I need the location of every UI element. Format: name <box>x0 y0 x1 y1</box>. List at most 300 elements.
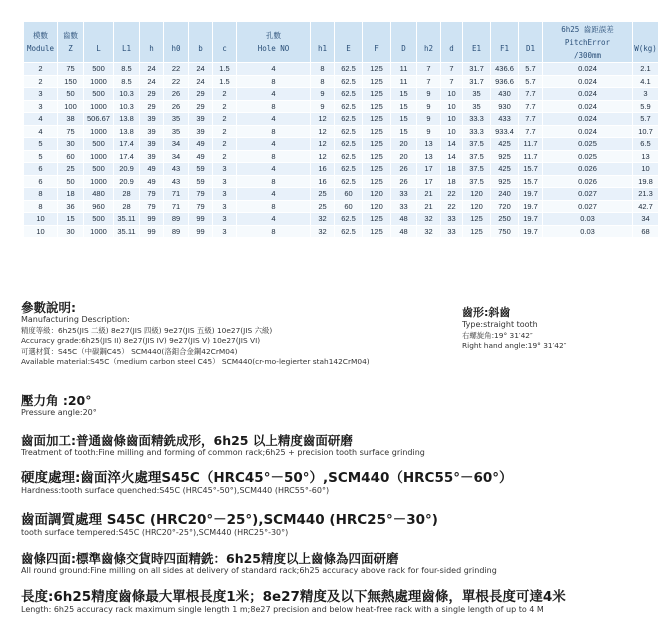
table-cell: 21 <box>417 188 441 201</box>
table-cell: 62.5 <box>335 125 363 138</box>
table-cell: 20 <box>391 150 417 163</box>
table-cell: 11.7 <box>519 138 543 151</box>
table-cell: 62.5 <box>335 163 363 176</box>
pressure-angle-en: Pressure angle:20° <box>21 408 97 417</box>
table-cell: 62.5 <box>335 63 363 76</box>
table-row <box>24 175 659 188</box>
table-cell: 8 <box>311 75 335 88</box>
table-row <box>24 63 659 76</box>
table-cell: 125 <box>363 175 391 188</box>
column-header <box>58 22 84 63</box>
column-header <box>519 22 543 63</box>
column-header <box>363 22 391 63</box>
table-cell: 62.5 <box>335 113 363 126</box>
table-cell: 13 <box>417 150 441 163</box>
table-cell: 33.3 <box>463 113 491 126</box>
column-header-text: 模數 <box>33 31 48 40</box>
table-cell: 500 <box>84 138 114 151</box>
table-cell: 6.5 <box>633 138 659 151</box>
table-cell: 43 <box>164 163 189 176</box>
table-cell: 500 <box>84 63 114 76</box>
table-cell: 25 <box>311 200 335 213</box>
table-cell: 4 <box>237 63 311 76</box>
table-cell: 425 <box>491 138 519 151</box>
table-cell: 15 <box>391 125 417 138</box>
table-cell: 62.5 <box>335 100 363 113</box>
table-cell: 99 <box>140 213 164 226</box>
table-cell: 15.7 <box>519 175 543 188</box>
table-cell: 9 <box>417 100 441 113</box>
table-cell: 29 <box>140 88 164 101</box>
table-cell: 17.4 <box>114 150 140 163</box>
table-cell: 25 <box>58 163 84 176</box>
table-cell: 1.5 <box>213 75 237 88</box>
table-cell: 13.8 <box>114 113 140 126</box>
table-cell: 1000 <box>84 175 114 188</box>
table-cell: 10 <box>24 225 58 238</box>
column-header <box>24 22 58 63</box>
table-cell: 9 <box>311 100 335 113</box>
table-cell: 4 <box>237 163 311 176</box>
table-cell: 120 <box>463 200 491 213</box>
table-cell: 15 <box>391 88 417 101</box>
table-cell: 0.024 <box>543 63 633 76</box>
table-cell: 14 <box>441 138 463 151</box>
table-cell: 34 <box>633 213 659 226</box>
table-cell: 0.026 <box>543 175 633 188</box>
column-header-text: W(kg) <box>634 44 657 53</box>
table-cell: 0.03 <box>543 213 633 226</box>
table-cell: 125 <box>363 225 391 238</box>
hardness-en: Hardness:tooth surface quenched:S45C (HRC45°-50°),SCM440 (HRC55°-60°) <box>21 486 330 495</box>
table-cell: 1000 <box>84 100 114 113</box>
table-cell: 10 <box>24 213 58 226</box>
table-cell: 8 <box>24 188 58 201</box>
table-cell: 12 <box>311 138 335 151</box>
column-header <box>311 22 335 63</box>
table-cell: 3 <box>213 213 237 226</box>
table-cell: 14 <box>441 150 463 163</box>
pressure-angle-block <box>21 393 97 419</box>
column-header-text: h <box>149 44 154 53</box>
table-cell: 125 <box>363 163 391 176</box>
table-cell: 20.9 <box>114 175 140 188</box>
table-cell: 35 <box>463 88 491 101</box>
table-cell: 49 <box>189 138 213 151</box>
table-cell: 10.3 <box>114 100 140 113</box>
column-header <box>335 22 363 63</box>
table-cell: 17 <box>417 175 441 188</box>
table-cell: 4 <box>237 113 311 126</box>
tempering-block <box>21 513 438 539</box>
table-cell: 6 <box>24 175 58 188</box>
table-cell: 32 <box>311 225 335 238</box>
table-cell: 425 <box>491 163 519 176</box>
table-cell: 79 <box>189 188 213 201</box>
table-cell: 30 <box>58 138 84 151</box>
table-cell: 2 <box>213 113 237 126</box>
table-cell: 7.7 <box>519 125 543 138</box>
table-cell: 33 <box>391 188 417 201</box>
table-cell: 3 <box>213 163 237 176</box>
column-header-text: c <box>222 44 227 53</box>
params-title: 參數說明: <box>21 300 76 315</box>
table-cell: 4 <box>237 213 311 226</box>
table-cell: 8 <box>311 63 335 76</box>
table-cell: 7.7 <box>519 113 543 126</box>
table-cell: 930 <box>491 100 519 113</box>
table-cell: 24 <box>140 63 164 76</box>
table-cell: 59 <box>189 163 213 176</box>
grinding-en: All round ground:Fine milling on all sides at delivery of standard rack;6h25 accuracy above rack for four-sided grinding <box>21 566 497 575</box>
material-cn: 可選材質：S45C（中碳鋼C45） SCM440(洛鉬合金鋼42CrM04) <box>21 346 238 356</box>
column-header-text: E <box>346 44 351 53</box>
table-cell: 19.7 <box>519 200 543 213</box>
table-row <box>24 125 659 138</box>
table-row <box>24 225 659 238</box>
treatment-en: Treatment of tooth:Fine milling and forming of common rack;6h25 + precision tooth surface grinding <box>21 448 425 457</box>
table-cell: 17 <box>417 163 441 176</box>
column-header <box>633 22 659 63</box>
table-cell: 60 <box>335 188 363 201</box>
column-header-text: L <box>96 44 101 53</box>
table-cell: 0.024 <box>543 75 633 88</box>
table-cell: 933.4 <box>491 125 519 138</box>
table-cell: 21.3 <box>633 188 659 201</box>
table-cell: 5 <box>24 138 58 151</box>
table-cell: 75 <box>58 63 84 76</box>
table-cell: 99 <box>189 213 213 226</box>
table-cell: 43 <box>164 175 189 188</box>
length-title: 長度:6h25精度齒條最大單根長度1米；8e27精度及以下無熱處理齒條，單根長度可達4米 <box>21 589 566 605</box>
spec-table <box>23 21 659 238</box>
table-cell: 49 <box>140 163 164 176</box>
table-cell: 960 <box>84 200 114 213</box>
table-cell: 8 <box>237 125 311 138</box>
table-cell: 5.7 <box>519 63 543 76</box>
column-header <box>237 22 311 63</box>
column-header-text: h2 <box>423 44 434 53</box>
table-cell: 30 <box>58 225 84 238</box>
params-subtitle: Manufacturing Description: <box>21 315 130 324</box>
column-header <box>391 22 417 63</box>
table-cell: 10 <box>441 113 463 126</box>
table-cell: 19.7 <box>519 225 543 238</box>
table-cell: 48 <box>391 225 417 238</box>
column-header-text: Hole NO <box>257 44 290 53</box>
table-cell: 11 <box>391 63 417 76</box>
table-cell: 120 <box>363 200 391 213</box>
table-cell: 79 <box>189 200 213 213</box>
table-cell: 2 <box>24 63 58 76</box>
table-cell: 39 <box>140 138 164 151</box>
table-cell: 10 <box>441 100 463 113</box>
table-cell: 32 <box>417 225 441 238</box>
table-cell: 29 <box>189 100 213 113</box>
table-cell: 10 <box>633 163 659 176</box>
table-cell: 19.7 <box>519 213 543 226</box>
table-cell: 3 <box>213 200 237 213</box>
table-cell: 4 <box>237 88 311 101</box>
table-cell: 32 <box>311 213 335 226</box>
table-cell: 720 <box>491 200 519 213</box>
table-header-row <box>24 22 659 63</box>
table-cell: 0.025 <box>543 150 633 163</box>
column-header <box>213 22 237 63</box>
table-cell: 35 <box>164 125 189 138</box>
table-cell: 24 <box>140 75 164 88</box>
table-cell: 8.5 <box>114 63 140 76</box>
table-cell: 50 <box>58 175 84 188</box>
table-cell: 436.6 <box>491 63 519 76</box>
table-cell: 0.025 <box>543 138 633 151</box>
column-header-text: Z <box>68 44 73 53</box>
table-cell: 4 <box>237 138 311 151</box>
table-row <box>24 150 659 163</box>
table-cell: 29 <box>189 88 213 101</box>
table-cell: 16 <box>311 163 335 176</box>
table-cell: 6 <box>24 163 58 176</box>
table-cell: 1000 <box>84 75 114 88</box>
table-cell: 39 <box>140 150 164 163</box>
table-cell: 1000 <box>84 125 114 138</box>
table-row <box>24 113 659 126</box>
column-header-text: d <box>449 44 454 53</box>
table-cell: 500 <box>84 163 114 176</box>
column-header-text: PitchError <box>564 37 611 47</box>
table-cell: 0.027 <box>543 188 633 201</box>
table-cell: 4.1 <box>633 75 659 88</box>
table-cell: 0.024 <box>543 100 633 113</box>
table-cell: 7 <box>441 63 463 76</box>
table-cell: 37.5 <box>463 175 491 188</box>
table-cell: 500 <box>84 213 114 226</box>
column-header <box>140 22 164 63</box>
table-cell: 9 <box>417 125 441 138</box>
table-cell: 37.5 <box>463 150 491 163</box>
table-cell: 1000 <box>84 150 114 163</box>
table-cell: 125 <box>363 138 391 151</box>
table-cell: 125 <box>463 225 491 238</box>
column-header-text: F1 <box>499 44 510 53</box>
table-cell: 60 <box>58 150 84 163</box>
table-cell: 430 <box>491 88 519 101</box>
table-cell: 18 <box>441 163 463 176</box>
table-cell: 22 <box>164 63 189 76</box>
column-header <box>84 22 114 63</box>
table-cell: 17.4 <box>114 138 140 151</box>
table-cell: 42.7 <box>633 200 659 213</box>
table-cell: 24 <box>189 63 213 76</box>
table-cell: 10.3 <box>114 88 140 101</box>
table-cell: 60 <box>335 200 363 213</box>
table-cell: 22 <box>441 188 463 201</box>
table-cell: 18 <box>441 175 463 188</box>
table-cell: 99 <box>189 225 213 238</box>
table-cell: 125 <box>363 100 391 113</box>
column-header-text: E1 <box>471 44 482 53</box>
table-cell: 38 <box>58 113 84 126</box>
table-cell: 89 <box>164 213 189 226</box>
table-cell: 125 <box>363 150 391 163</box>
table-cell: 24 <box>189 75 213 88</box>
table-row <box>24 138 659 151</box>
table-cell: 13 <box>417 138 441 151</box>
table-cell: 35.11 <box>114 213 140 226</box>
parameter-description <box>21 300 441 368</box>
column-header-text: /300mm <box>573 50 602 60</box>
table-cell: 89 <box>164 225 189 238</box>
table-cell: 120 <box>463 188 491 201</box>
table-cell: 62.5 <box>335 213 363 226</box>
table-cell: 26 <box>164 100 189 113</box>
table-cell: 22 <box>441 200 463 213</box>
column-header <box>441 22 463 63</box>
table-cell: 8 <box>237 175 311 188</box>
table-cell: 10 <box>441 125 463 138</box>
table-cell: 3 <box>633 88 659 101</box>
accuracy-grade-cn: 精度等級：6h25(JIS 二級) 8e27(JIS 四級) 9e27(JIS 五級) 10e27(JIS 六級) <box>21 325 273 335</box>
table-cell: 48 <box>391 213 417 226</box>
table-cell: 433 <box>491 113 519 126</box>
table-cell: 37.5 <box>463 163 491 176</box>
table-cell: 37.5 <box>463 138 491 151</box>
table-cell: 26 <box>391 175 417 188</box>
tempering-en: tooth surface tempered:S45C (HRC20°-25°),SCM440 (HRC25°-30°) <box>21 528 289 537</box>
column-header-text: 6h25 齒距誤差 <box>561 24 614 34</box>
column-header <box>491 22 519 63</box>
table-cell: 13 <box>633 150 659 163</box>
table-cell: 26 <box>164 88 189 101</box>
table-cell: 925 <box>491 175 519 188</box>
table-cell: 35.11 <box>114 225 140 238</box>
table-cell: 7 <box>417 75 441 88</box>
table-cell: 32 <box>417 213 441 226</box>
table-cell: 2 <box>213 100 237 113</box>
table-cell: 62.5 <box>335 150 363 163</box>
table-cell: 13.8 <box>114 125 140 138</box>
table-cell: 39 <box>189 125 213 138</box>
table-body <box>24 63 659 238</box>
table-cell: 12 <box>311 150 335 163</box>
table-cell: 11 <box>391 75 417 88</box>
table-cell: 21 <box>417 200 441 213</box>
table-cell: 26 <box>391 163 417 176</box>
table-cell: 9 <box>417 113 441 126</box>
table-row <box>24 163 659 176</box>
column-header <box>417 22 441 63</box>
table-cell: 34 <box>164 138 189 151</box>
table-cell: 8 <box>24 200 58 213</box>
table-cell: 0.024 <box>543 88 633 101</box>
table-cell: 480 <box>84 188 114 201</box>
column-header-text: Module <box>26 44 55 53</box>
table-cell: 1000 <box>84 225 114 238</box>
table-row <box>24 188 659 201</box>
table-cell: 4 <box>24 125 58 138</box>
table-cell: 3 <box>213 175 237 188</box>
table-cell: 25 <box>311 188 335 201</box>
table-cell: 0.024 <box>543 113 633 126</box>
table-cell: 20.9 <box>114 163 140 176</box>
hardness-title: 硬度處理:齒面淬火處理S45C（HRC45°－50°）,SCM440（HRC55°－60°） <box>21 470 513 486</box>
table-cell: 19.8 <box>633 175 659 188</box>
table-cell: 71 <box>164 200 189 213</box>
table-row <box>24 88 659 101</box>
table-cell: 12 <box>311 113 335 126</box>
table-cell: 68 <box>633 225 659 238</box>
table-cell: 125 <box>363 213 391 226</box>
column-header-text: h1 <box>317 44 328 53</box>
table-cell: 8 <box>237 100 311 113</box>
table-cell: 75 <box>58 125 84 138</box>
tempering-title: 齒面調質處理 S45C (HRC20°－25°),SCM440 (HRC25°－30°) <box>21 512 438 528</box>
column-header-text: h0 <box>171 44 181 53</box>
table-cell: 62.5 <box>335 88 363 101</box>
table-cell: 33 <box>441 225 463 238</box>
table-cell: 2 <box>213 138 237 151</box>
treatment-block <box>21 433 425 459</box>
table-cell: 8 <box>237 150 311 163</box>
table-cell: 19.7 <box>519 188 543 201</box>
table-cell: 50 <box>58 88 84 101</box>
table-cell: 31.7 <box>463 75 491 88</box>
table-cell: 79 <box>140 188 164 201</box>
table-cell: 2 <box>213 125 237 138</box>
table-cell: 925 <box>491 150 519 163</box>
table-cell: 8 <box>237 75 311 88</box>
table-cell: 15 <box>391 113 417 126</box>
table-cell: 79 <box>140 200 164 213</box>
table-cell: 71 <box>164 188 189 201</box>
table-cell: 7.7 <box>519 88 543 101</box>
table-cell: 5 <box>24 150 58 163</box>
table-row <box>24 213 659 226</box>
table-cell: 2.1 <box>633 63 659 76</box>
tooth-type-block <box>462 305 662 352</box>
table-cell: 9 <box>417 88 441 101</box>
table-cell: 0.027 <box>543 200 633 213</box>
table-cell: 10.7 <box>633 125 659 138</box>
table-cell: 500 <box>84 88 114 101</box>
column-header <box>463 22 491 63</box>
table-row <box>24 100 659 113</box>
table-cell: 0.026 <box>543 163 633 176</box>
table-cell: 18 <box>58 188 84 201</box>
table-cell: 3 <box>24 100 58 113</box>
table-cell: 39 <box>140 113 164 126</box>
pressure-angle-title: 壓力角 :20° <box>21 393 92 408</box>
table-cell: 35 <box>164 113 189 126</box>
table-cell: 7 <box>441 75 463 88</box>
table-cell: 7 <box>417 63 441 76</box>
table-cell: 125 <box>363 125 391 138</box>
table-cell: 125 <box>363 75 391 88</box>
column-header <box>189 22 213 63</box>
table-row <box>24 200 659 213</box>
table-cell: 5.7 <box>519 75 543 88</box>
length-block <box>21 590 566 616</box>
table-cell: 62.5 <box>335 75 363 88</box>
table-cell: 5.7 <box>633 113 659 126</box>
table-cell: 2 <box>213 150 237 163</box>
table-cell: 33 <box>391 200 417 213</box>
column-header <box>114 22 140 63</box>
table-cell: 2 <box>213 88 237 101</box>
table-cell: 125 <box>463 213 491 226</box>
column-header-text: F <box>374 44 379 53</box>
table-cell: 10 <box>441 88 463 101</box>
